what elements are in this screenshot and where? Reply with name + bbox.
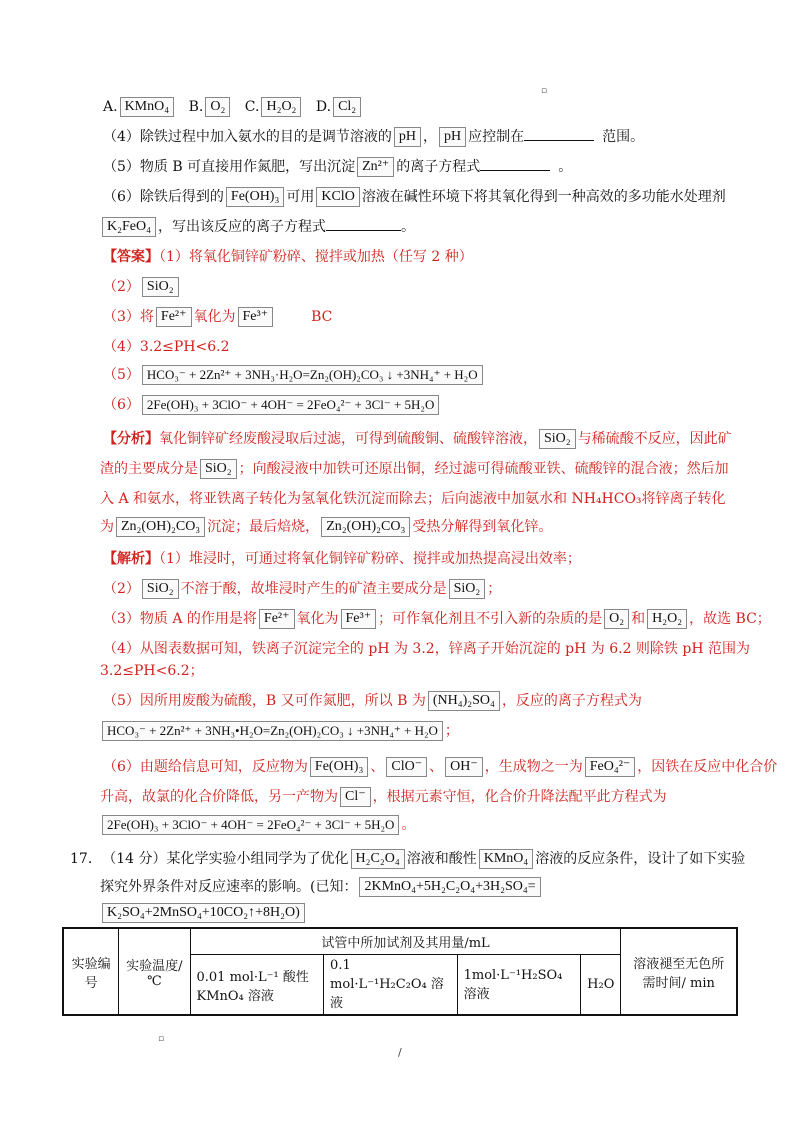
explain-6-eq: 2Fe(OH)₃ + 3ClO⁻ + 4OH⁻ = 2FeO₄²⁻ + 3Cl⁻ + 5H₂O 。 <box>100 814 415 836</box>
question-5: （5）物质 B 可直接用作氮肥，写出沉淀 Zn²⁺ 的离子方程式 。 <box>103 156 572 178</box>
answer-1: 【答案】（1）将氧化铜锌矿粉碎、搅拌或加热（任写 2 种） <box>103 249 473 265</box>
header-h2so4: 1mol·L⁻¹H₂SO₄ 溶液 <box>457 955 581 1016</box>
question-number: 17. <box>70 851 93 867</box>
question-17-line-2: 探究外界条件对反应速率的影响。(已知： 2KMnO₄+5H₂C₂O₄+3H₂SO₄= <box>100 876 543 898</box>
answer-5: （5） HCO₃⁻ + 2Zn²⁺ + 3NH₃·H₂O=Zn₂(OH)₂CO₃ ↓ +3NH₄⁺ + H₂O <box>103 364 485 386</box>
explain-3: （3）物质 A 的作用是将 Fe²⁺ 氧化为 Fe³⁺ ；可作氧化剂且不引入新的杂质的是 O₂ 和 H₂O₂ ，故选 BC； <box>103 611 771 627</box>
header-kmno4: 0.01 mol·L⁻¹ 酸性 KMnO₄ 溶液 <box>190 955 324 1016</box>
question-6: （6）除铁后得到的 Fe(OH)₃ 可用 KClO 溶液在碱性环境下将其氧化得到一种高效的多功能水处理剂 <box>103 189 726 205</box>
answer-2: （2） SiO₂ <box>103 276 181 298</box>
option-d-formula: Cl₂ <box>333 97 361 117</box>
explain-5: （5）因所用废酸为硫酸，B 又可作氮肥，所以 B 为 (NH₄)₂SO₄ ，反应的离子方程式为 <box>103 693 642 709</box>
analysis-line-2: 渣的主要成分是 SiO₂ ；向酸浸液中加铁可还原出铜，经过滤可得硫酸亚铁、硫酸锌的混合液；然后加 <box>100 461 729 477</box>
answer-blank <box>524 126 594 141</box>
header-exp-no: 实验编号 <box>63 928 119 1015</box>
explain-4: （4）从图表数据可知，铁离子沉淀完全的 pH 为 3.2，锌离子开始沉淀的 pH 为 6.2 则除铁 pH 范围为 <box>103 641 750 657</box>
page-mark-bottom: ▫ <box>158 1034 165 1044</box>
answer-6: （6） 2Fe(OH)₃ + 3ClO⁻ + 4OH⁻ = 2FeO₄²⁻ + 3Cl⁻ + 5H₂O <box>103 394 441 416</box>
explain-6: （6）由题给信息可知，反应物为 Fe(OH)₃ 、 ClO⁻ 、 OH⁻ ，生成物之一为 FeO₄²⁻ ，因铁在反应中化合价 <box>103 759 778 775</box>
question-6-cont: K₂FeO₄ ，写出该反应的离子方程式 。 <box>100 216 415 238</box>
analysis-line-3: 入 A 和氨水，将亚铁离子转化为氢氧化铁沉淀而除去；后向滤液中加氨水和 NH₄HCO₃将锌离子转化 <box>100 491 726 507</box>
analysis-line-4: 为 Zn₂(OH)₂CO₃ 沉淀；最后焙烧， Zn₂(OH)₂CO₃ 受热分解得到氧化锌。 <box>100 519 553 535</box>
header-temp: 实验温度/℃ <box>119 928 190 1015</box>
page-mark-top: ▫ <box>541 86 548 96</box>
answer-tag: 【答案】 <box>103 249 159 265</box>
answer-blank <box>326 216 401 231</box>
question-17: 17. （14 分）某化学实验小组同学为了优化 H₂C₂O₄ 溶液和酸性 KMnO₄ 溶液的反应条件，设计了如下实验 <box>70 851 746 867</box>
answer-4: （4）3.2≤PH<6.2 <box>103 339 230 355</box>
question-4: （4）除铁过程中加入氨水的目的是调节溶液的 pH ， pH 应控制在 范围。 <box>103 126 644 148</box>
answer-3: （3）将 Fe²⁺ 氧化为 Fe³⁺ BC <box>103 309 333 325</box>
explain-4-cont: 3.2≤PH<6.2； <box>100 663 204 679</box>
explain-1: 【解析】（1）堆浸时，可通过将氧化铜锌矿粉碎、搅拌或加热提高浸出效率； <box>103 551 581 567</box>
option-row: A. KMnO₄ B. O₂ C. H₂O₂ D. Cl₂ <box>103 96 363 118</box>
answer-blank <box>480 156 550 171</box>
question-17-line-3: K₂SO₄+2MnSO₄+10CO₂↑+8H₂O) <box>100 902 307 924</box>
header-time: 溶液褪至无色所需时间/ min <box>621 928 737 1015</box>
explain-5-eq: HCO₃⁻ + 2Zn²⁺ + 3NH₃•H₂O=Zn₂(OH)₂CO₃ ↓ +3NH₄⁺ + H₂O ； <box>100 720 459 742</box>
header-h2c2o4: 0.1 mol·L⁻¹H₂C₂O₄ 溶液 <box>324 955 458 1016</box>
option-b-formula: O₂ <box>205 97 230 117</box>
option-a-formula: KMnO₄ <box>120 97 175 117</box>
header-reagents: 试管中所加试剂及其用量/mL <box>190 928 621 955</box>
explain-6-cont: 升高，故氯的化合价降低，另一产物为 Cl⁻ ，根据元素守恒，化合价升降法配平此方程式为 <box>100 789 667 805</box>
header-h2o: H₂O <box>581 955 621 1016</box>
page-number: / <box>398 1046 402 1059</box>
analysis-tag: 【分析】 <box>103 431 159 447</box>
explain-2: （2） SiO₂ 不溶于酸，故堆浸时产生的矿渣主要成分是 SiO₂ ； <box>103 581 502 597</box>
option-c-formula: H₂O₂ <box>261 97 301 117</box>
experiment-table <box>62 927 738 1016</box>
explain-tag: 【解析】 <box>103 551 159 567</box>
analysis-line-1: 【分析】氧化铜锌矿经废酸浸取后过滤，可得到硫酸铜、硫酸锌溶液， SiO₂ 与稀硫酸不反应，因此矿 <box>103 431 732 447</box>
